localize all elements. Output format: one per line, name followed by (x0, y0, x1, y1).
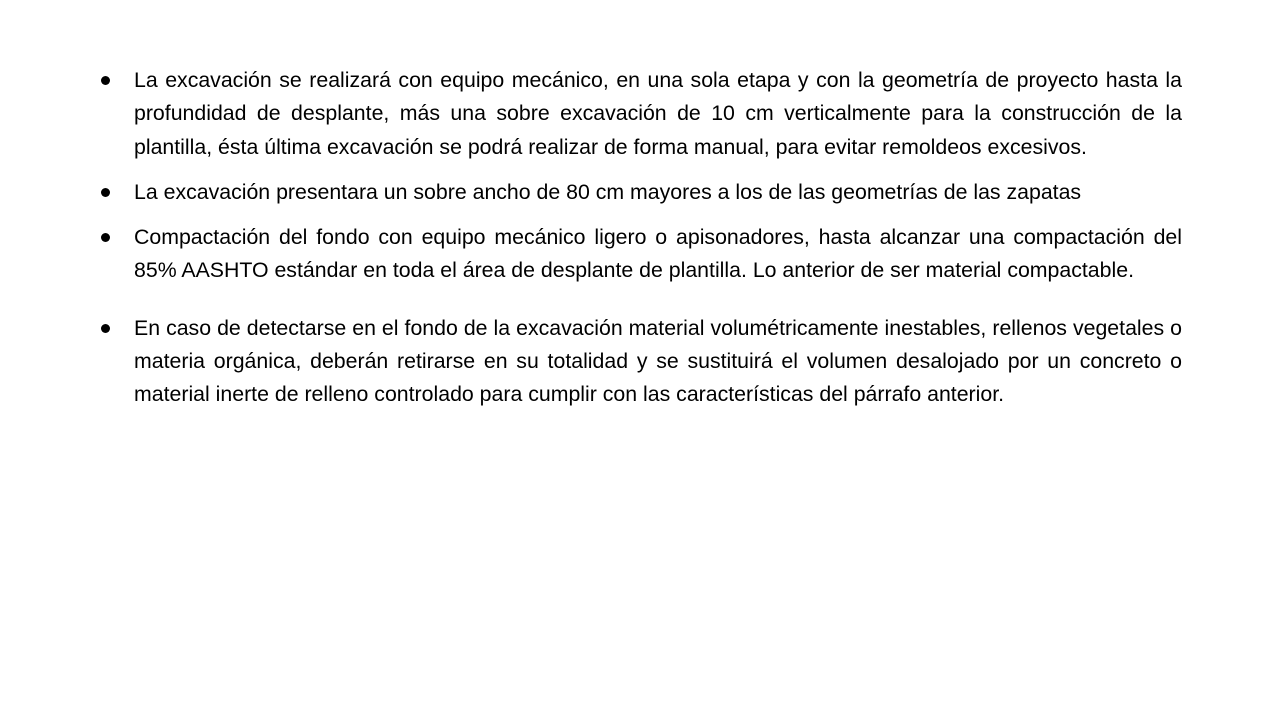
bullet-dot-icon (101, 188, 110, 197)
bullet-item-compaction (96, 221, 1182, 288)
bullet-dot-icon (101, 233, 110, 242)
bullet-item-excavation-width (96, 176, 1182, 209)
bullet-item-unstable-material (96, 312, 1182, 412)
bullet-text: La excavación se realizará con equipo mecánico, en una sola etapa y con la geometría de proyecto hasta la profundidad de desplante, más una sobre excavación de 10 cm verticalmente para la construcción de la plantilla, ésta última excavación se podrá realizar de forma manual, para evitar remoldeos excesivos. (134, 68, 1182, 159)
bullet-dot-icon (101, 76, 110, 85)
bullet-item-excavation-method (96, 64, 1182, 164)
bullet-text: Compactación del fondo con equipo mecánico ligero o apisonadores, hasta alcanzar una compactación del 85% AASHTO estándar en toda el área de desplante de plantilla. Lo anterior de ser material compactable. (134, 225, 1182, 283)
bullet-dot-icon (101, 324, 110, 333)
bullet-list (96, 64, 1182, 412)
bullet-text: En caso de detectarse en el fondo de la excavación material volumétricamente inestables, rellenos vegetales o materia orgánica, deberán retirarse en su totalidad y se sustituirá el volumen desalojado por un concreto o material inerte de relleno controlado para cumplir con las características del párrafo anterior. (134, 315, 1182, 407)
bullet-text: La excavación presentara un sobre ancho de 80 cm mayores a los de las geometrías de las zapatas (134, 179, 1082, 204)
